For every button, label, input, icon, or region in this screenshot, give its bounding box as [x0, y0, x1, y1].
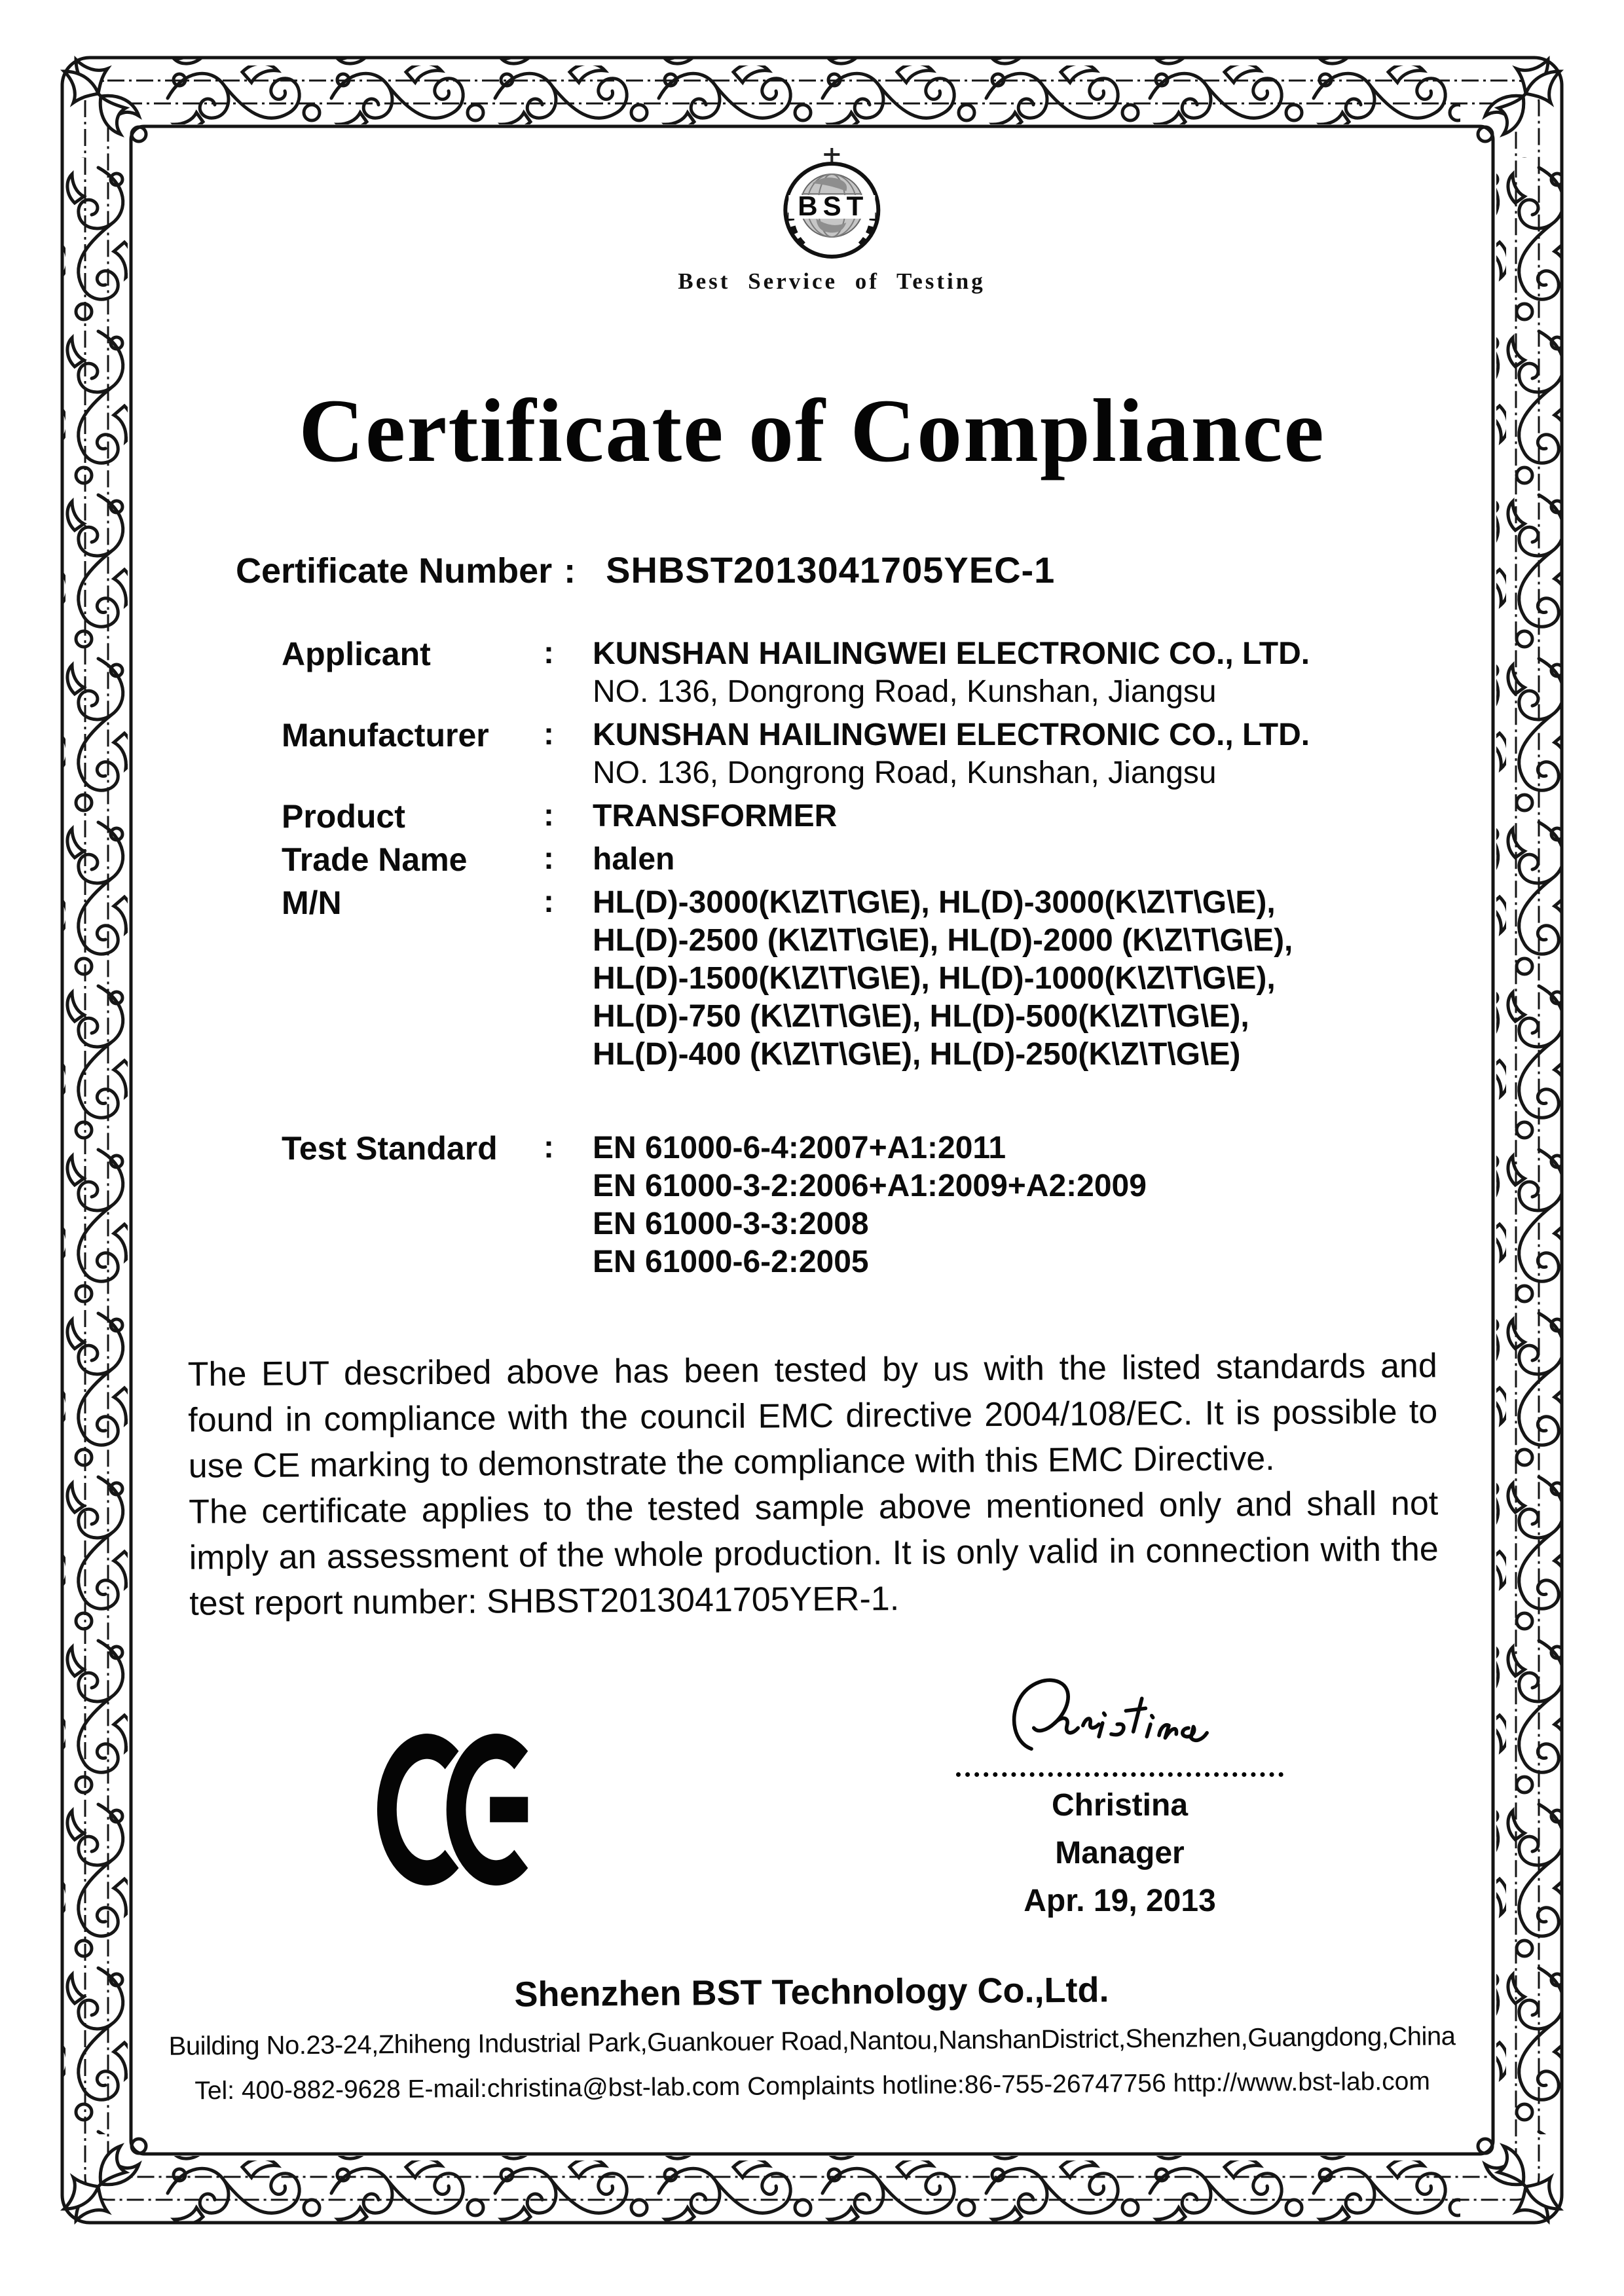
field-values: [593, 635, 1473, 711]
field-label: Applicant: [282, 636, 431, 672]
field-values: [593, 1129, 1473, 1281]
body-paragraph-2: The certificate applies to the tested sample above mentioned only and shall not imply an assessment of the whole production. It is only valid in connection with the test report number: SHBST2013041705YER-1.: [189, 1484, 1439, 1623]
field-value-line: KUNSHAN HAILINGWEI ELECTRONIC CO., LTD.: [593, 636, 1310, 671]
ce-mark-icon: [372, 1734, 547, 1889]
field-value-line: TRANSFORMER: [593, 799, 838, 833]
field-row-manufacturer: [282, 716, 1473, 792]
field-label: Product: [282, 798, 405, 835]
bst-logo-emblem: [775, 145, 888, 262]
field-value-line: halen: [593, 842, 675, 877]
field-label: Test Standard: [282, 1130, 498, 1167]
field-label: Trade Name: [282, 841, 468, 878]
certificate-number-label: Certificate Number: [236, 551, 553, 591]
signatory-name: Christina: [1051, 1788, 1189, 1823]
field-colon: :: [544, 717, 554, 752]
footer: [0, 1965, 1624, 2107]
field-value-line: HL(D)-1500(K\Z\T\G\E), HL(D)-1000(K\Z\T\G\E),: [593, 961, 1276, 996]
certificate-number-value: SHBST2013041705YEC-1: [606, 549, 1056, 591]
field-row-product: [282, 797, 1473, 835]
certificate-number-row: [236, 549, 1055, 591]
signature-graphic: [995, 1673, 1244, 1771]
field-label: Manufacturer: [282, 717, 489, 754]
field-colon: :: [544, 636, 554, 670]
footer-company: Shenzhen BST Technology Co.,Ltd.: [514, 1970, 1109, 2014]
field-value-line: EN 61000-3-2:2006+A1:2009+A2:2009: [593, 1169, 1147, 1203]
field-value-line: HL(D)-400 (K\Z\T\G\E), HL(D)-250(K\Z\T\G\E): [593, 1037, 1241, 1072]
field-values: [593, 884, 1473, 1074]
footer-contact: Tel: 400-882-9628 E-mail:christina@bst-lab.com Complaints hotline:86-755-26747756 http://www.bst-lab.com: [194, 2067, 1431, 2105]
footer-address: Building No.23-24,Zhiheng Industrial Park,Guankouer Road,Nantou,NanshanDistrict,Shenzhen,Guangdong,China: [168, 2022, 1456, 2061]
field-value-line: NO. 136, Dongrong Road, Kunshan, Jiangsu: [593, 756, 1217, 790]
field-value-line: HL(D)-750 (K\Z\T\G\E), HL(D)-500(K\Z\T\G\E),: [593, 999, 1249, 1034]
bst-logo: [678, 145, 985, 295]
field-colon: :: [544, 884, 554, 919]
field-value-line: EN 61000-6-2:2005: [593, 1245, 869, 1279]
field-values: [593, 797, 1473, 835]
signature-block: [910, 1673, 1329, 1919]
fields-table: [282, 635, 1473, 1286]
field-value-line: HL(D)-2500 (K\Z\T\G\E), HL(D)-2000 (K\Z\T\G\E),: [593, 923, 1293, 958]
signature-dotted-line: [956, 1772, 1283, 1777]
field-colon: :: [544, 1130, 554, 1165]
field-row-trade-name: [282, 841, 1473, 879]
body-paragraph-1: The EUT described above has been tested by us with the listed standards and found in compliance with the council EMC directive 2004/108/EC. It is possible to use CE marking to demonstrate the compliance with this EMC Directive.: [187, 1347, 1438, 1485]
field-value-line: HL(D)-3000(K\Z\T\G\E), HL(D)-3000(K\Z\T\G\E),: [593, 885, 1276, 920]
field-colon: :: [544, 841, 554, 876]
field-value-line: KUNSHAN HAILINGWEI ELECTRONIC CO., LTD.: [593, 718, 1310, 752]
signatory-title: Manager: [1055, 1836, 1185, 1870]
field-colon: :: [544, 798, 554, 833]
field-row-test-standard: [282, 1129, 1473, 1281]
body-paragraphs: [188, 1343, 1439, 1626]
field-label: M/N: [282, 884, 342, 921]
signature-date: Apr. 19, 2013: [1024, 1884, 1216, 1918]
field-value-line: EN 61000-6-4:2007+A1:2011: [593, 1131, 1006, 1165]
bst-monogram: BST: [797, 191, 868, 221]
field-value-line: NO. 136, Dongrong Road, Kunshan, Jiangsu: [593, 674, 1217, 709]
field-values: [593, 841, 1473, 879]
certificate-number-colon: :: [564, 551, 576, 591]
field-row-m-n: [282, 884, 1473, 1074]
field-row-applicant: [282, 635, 1473, 711]
field-values: [593, 716, 1473, 792]
field-value-line: EN 61000-3-3:2008: [593, 1207, 869, 1241]
certificate-title: Certificate of Compliance: [299, 380, 1325, 481]
logo-tagline: Best Service of Testing: [678, 268, 986, 294]
